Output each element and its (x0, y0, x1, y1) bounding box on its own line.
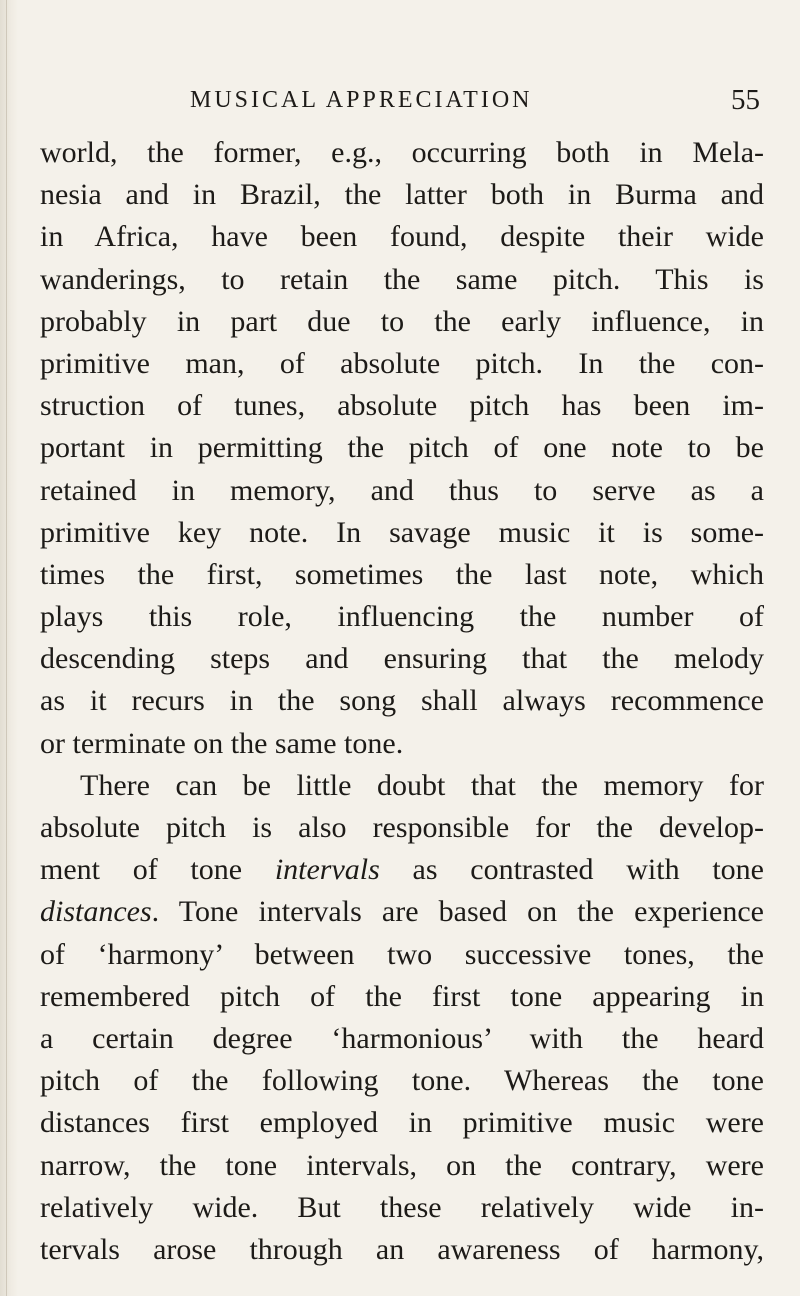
text-line: distances first employed in primitive music were (40, 1106, 764, 1140)
italic-term-intervals: intervals (274, 853, 380, 887)
text-segment: as contrasted with tone (379, 853, 764, 887)
text-line: tervals arose through an awareness of harmony, (40, 1232, 764, 1266)
paragraph-2 (40, 765, 764, 1271)
text-line: primitive man, of absolute pitch. In the con- (40, 346, 764, 380)
text-line: absolute pitch is also responsible for the develop- (40, 811, 764, 844)
running-head: MUSICAL APPRECIATION (190, 87, 533, 113)
text-line: plays this role, influencing the number of (40, 600, 764, 634)
text-line: remembered pitch of the first tone appearing in (40, 979, 764, 1013)
text-line: retained in memory, and thus to serve as a (40, 473, 764, 507)
text-line: or terminate on the same tone. (40, 726, 404, 760)
text-line: There can be little doubt that the memory for (80, 768, 764, 802)
text-line-with-italic (40, 891, 764, 933)
text-line: wanderings, to retain the same pitch. This is (40, 262, 764, 296)
text-line: nesia and in Brazil, the latter both in Burma and (40, 178, 764, 212)
text-line: in Africa, have been found, despite their wide (40, 220, 764, 254)
text-line: world, the former, e.g., occurring both in Mela- (40, 136, 764, 169)
text-segment: . Tone intervals are based on the experience (151, 895, 764, 929)
text-line: struction of tunes, absolute pitch has been im- (40, 389, 764, 423)
text-line: narrow, the tone intervals, on the contrary, were (40, 1148, 764, 1182)
body-text (40, 132, 764, 1271)
text-line: of ‘harmony’ between two successive tones, the (40, 937, 764, 971)
text-line: a certain degree ‘harmonious’ with the heard (40, 1021, 764, 1055)
text-line: as it recurs in the song shall always recommence (40, 684, 764, 718)
page-edge (0, 0, 18, 1296)
text-line: probably in part due to the early influence, in (40, 304, 764, 338)
italic-term-distances: distances (40, 895, 152, 929)
text-line: primitive key note. In savage music it is some- (40, 515, 764, 549)
text-line: relatively wide. But these relatively wide in- (40, 1190, 764, 1224)
text-line: portant in permitting the pitch of one note to be (40, 431, 764, 465)
text-line: pitch of the following tone. Whereas the tone (40, 1064, 764, 1098)
text-segment: ment of tone (40, 853, 275, 887)
text-line: descending steps and ensuring that the melody (40, 642, 764, 676)
text-line-with-italic (40, 849, 764, 891)
paragraph-1 (40, 132, 764, 765)
page-header (40, 80, 760, 120)
page-number: 55 (731, 84, 760, 116)
text-line: times the first, sometimes the last note, which (40, 557, 764, 591)
